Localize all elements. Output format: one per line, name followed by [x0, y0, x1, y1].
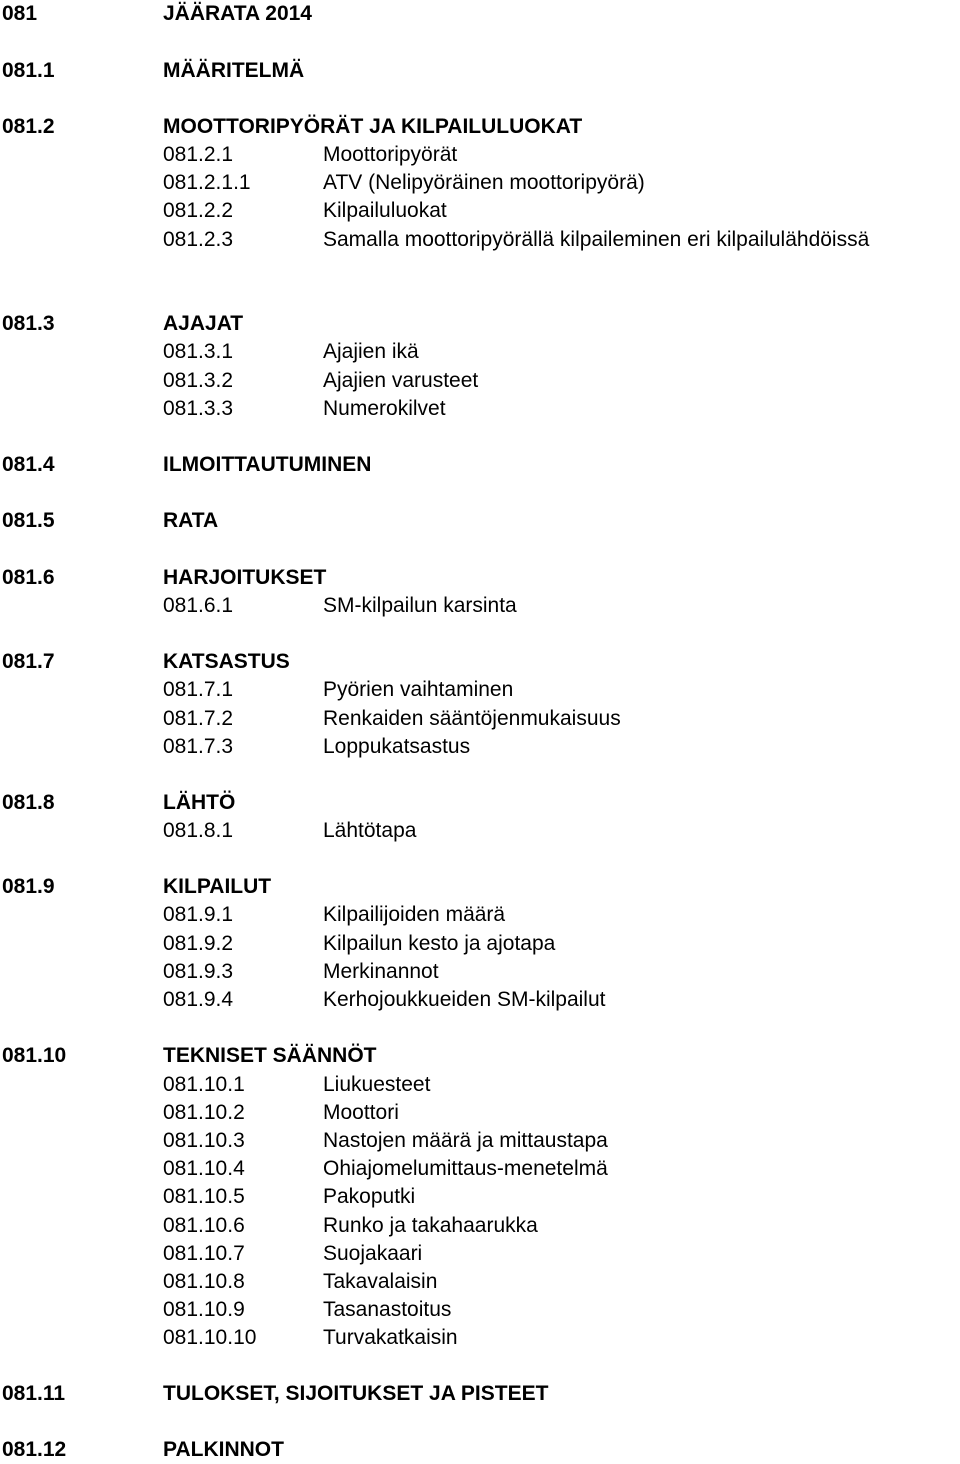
section-title: LÄHTÖ — [163, 791, 236, 814]
section-number: 081.11 — [2, 1382, 66, 1405]
subsection-title: Kilpailuluokat — [323, 199, 447, 222]
subsection-title: Loppukatsastus — [323, 735, 471, 758]
subsection-title: Lähtötapa — [323, 819, 417, 842]
section-number: 081 — [2, 2, 38, 25]
subsection-number: 081.10.8 — [163, 1270, 245, 1293]
section-number: 081.2 — [2, 115, 55, 138]
subsection-number: 081.10.9 — [163, 1298, 245, 1321]
section-number: 081.1 — [2, 59, 55, 82]
subsection-title: Numerokilvet — [323, 397, 446, 420]
subsection-number: 081.8.1 — [163, 819, 234, 842]
subsection-number: 081.10.6 — [163, 1214, 245, 1237]
subsection-number: 081.2.1.1 — [163, 171, 251, 194]
subsection-title: Pakoputki — [323, 1185, 416, 1208]
subsection-number: 081.7.1 — [163, 678, 234, 701]
subsection-title: Kilpailun kesto ja ajotapa — [323, 932, 556, 955]
section-title: JÄÄRATA 2014 — [163, 2, 312, 25]
subsection-title: Merkinannot — [323, 960, 439, 983]
subsection-number: 081.2.1 — [163, 143, 234, 166]
subsection-title: SM-kilpailun karsinta — [323, 594, 517, 617]
section-number: 081.9 — [2, 875, 55, 898]
section-title: PALKINNOT — [163, 1438, 284, 1461]
section-number: 081.7 — [2, 650, 55, 673]
section-title: MOOTTORIPYÖRÄT JA KILPAILULUOKAT — [163, 115, 583, 138]
section-number: 081.3 — [2, 312, 55, 335]
subsection-number: 081.10.1 — [163, 1073, 245, 1096]
subsection-number: 081.7.3 — [163, 735, 234, 758]
subsection-number: 081.6.1 — [163, 594, 234, 617]
subsection-number: 081.10.4 — [163, 1157, 245, 1180]
section-title: TEKNISET SÄÄNNÖT — [163, 1044, 377, 1067]
subsection-number: 081.2.2 — [163, 199, 234, 222]
subsection-number: 081.2.3 — [163, 228, 234, 251]
subsection-title: Kilpailijoiden määrä — [323, 903, 506, 926]
subsection-number: 081.3.1 — [163, 340, 234, 363]
subsection-title: Moottori — [323, 1101, 399, 1124]
subsection-number: 081.9.3 — [163, 960, 234, 983]
section-number: 081.5 — [2, 509, 55, 532]
section-title: ILMOITTAUTUMINEN — [163, 453, 372, 476]
subsection-title: Moottoripyörät — [323, 143, 458, 166]
section-title: MÄÄRITELMÄ — [163, 59, 305, 82]
subsection-title: Turvakatkaisin — [323, 1326, 458, 1349]
section-title: KILPAILUT — [163, 875, 272, 898]
subsection-number: 081.10.2 — [163, 1101, 245, 1124]
subsection-title: Ohiajomelumittaus-menetelmä — [323, 1157, 608, 1180]
subsection-title: Pyörien vaihtaminen — [323, 678, 514, 701]
subsection-title: Ajajien varusteet — [323, 369, 479, 392]
subsection-title: Samalla moottoripyörällä kilpaileminen eri kilpailulähdöissä — [323, 228, 870, 251]
subsection-title: Ajajien ikä — [323, 340, 419, 363]
subsection-number: 081.10.7 — [163, 1242, 245, 1265]
subsection-title: Suojakaari — [323, 1242, 423, 1265]
section-title: TULOKSET, SIJOITUKSET JA PISTEET — [163, 1382, 549, 1405]
section-title: HARJOITUKSET — [163, 566, 327, 589]
subsection-number: 081.3.2 — [163, 369, 234, 392]
subsection-number: 081.3.3 — [163, 397, 234, 420]
section-title: RATA — [163, 509, 219, 532]
subsection-title: Runko ja takahaarukka — [323, 1214, 538, 1237]
section-number: 081.8 — [2, 791, 55, 814]
subsection-title: Liukuesteet — [323, 1073, 431, 1096]
subsection-number: 081.9.1 — [163, 903, 234, 926]
subsection-title: Tasanastoitus — [323, 1298, 452, 1321]
section-title: KATSASTUS — [163, 650, 290, 673]
subsection-number: 081.9.4 — [163, 988, 234, 1011]
subsection-number: 081.9.2 — [163, 932, 234, 955]
subsection-title: Nastojen määrä ja mittaustapa — [323, 1129, 608, 1152]
section-number: 081.6 — [2, 566, 55, 589]
section-number: 081.4 — [2, 453, 55, 476]
section-title: AJAJAT — [163, 312, 244, 335]
subsection-title: ATV (Nelipyöräinen moottoripyörä) — [323, 171, 645, 194]
subsection-number: 081.10.5 — [163, 1185, 245, 1208]
subsection-number: 081.10.3 — [163, 1129, 245, 1152]
section-number: 081.12 — [2, 1438, 67, 1461]
subsection-number: 081.7.2 — [163, 707, 234, 730]
section-number: 081.10 — [2, 1044, 67, 1067]
subsection-number: 081.10.10 — [163, 1326, 257, 1349]
subsection-title: Takavalaisin — [323, 1270, 438, 1293]
subsection-title: Kerhojoukkueiden SM-kilpailut — [323, 988, 606, 1011]
subsection-title: Renkaiden sääntöjenmukaisuus — [323, 707, 621, 730]
